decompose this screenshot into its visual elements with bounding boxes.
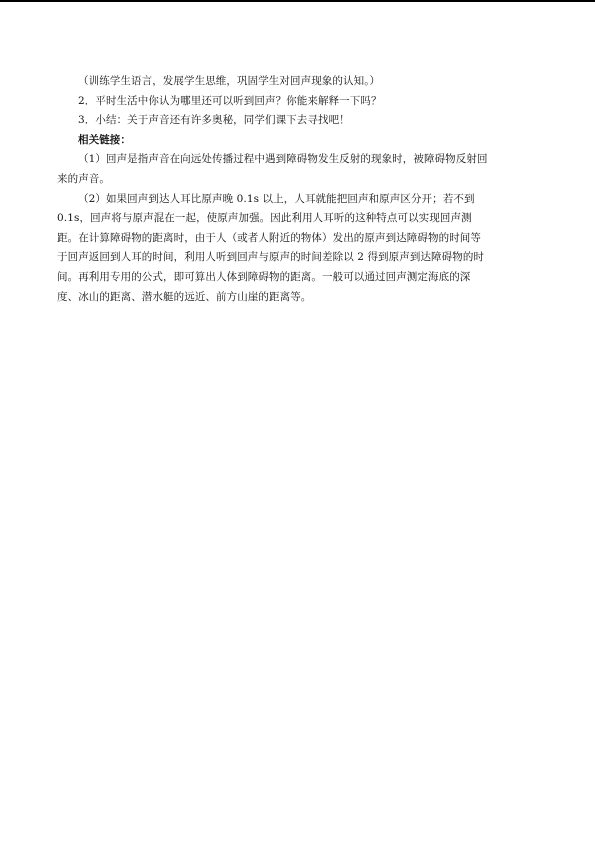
- link-item-1-line-2: 来的声音。: [57, 172, 110, 185]
- question-2: 2．平时生活中你认为哪里还可以听到回声？你能来解释一下吗？: [78, 94, 382, 107]
- link-item-2-line-2: 0.1s，回声将与原声混在一起，使原声加强。因此利用人耳听的这种特点可以实现回声测: [57, 212, 472, 225]
- link-item-2-line-4: 于回声返回到人耳的时间，利用人听到回声与原声的时间差除以 2 得到原声到达障碍物的时: [57, 251, 485, 264]
- page-top-rule: [0, 0, 595, 2]
- link-item-1-line-1: （1）回声是指声音在向远处传播过程中遇到障碍物发生反射的现象时，被障碍物反射回: [78, 153, 488, 166]
- paragraph-training-note: （训练学生语言，发展学生思维，巩固学生对回声现象的认知。）: [78, 75, 381, 87]
- link-item-2-line-1: （2）如果回声到达人耳比原声晚 0.1s 以上，人耳就能把回声和原声区分开；若不到: [78, 192, 475, 205]
- link-item-2-line-5: 间。再利用专用的公式，即可算出人体到障碍物的距离。一般可以通过回声测定海底的深: [57, 270, 471, 283]
- link-item-2-line-6: 度、冰山的距离、潜水艇的远近、前方山崖的距离等。: [57, 290, 312, 303]
- document-body: [57, 72, 543, 307]
- related-links-heading: 相关链接：: [78, 133, 131, 146]
- link-item-2-line-3: 距。在计算障碍物的距离时，由于人（或者人附近的物体）发出的原声到达障碍物的时间等: [57, 231, 481, 244]
- summary-3: 3．小结：关于声音还有许多奥秘，同学们课下去寻找吧！: [78, 114, 350, 127]
